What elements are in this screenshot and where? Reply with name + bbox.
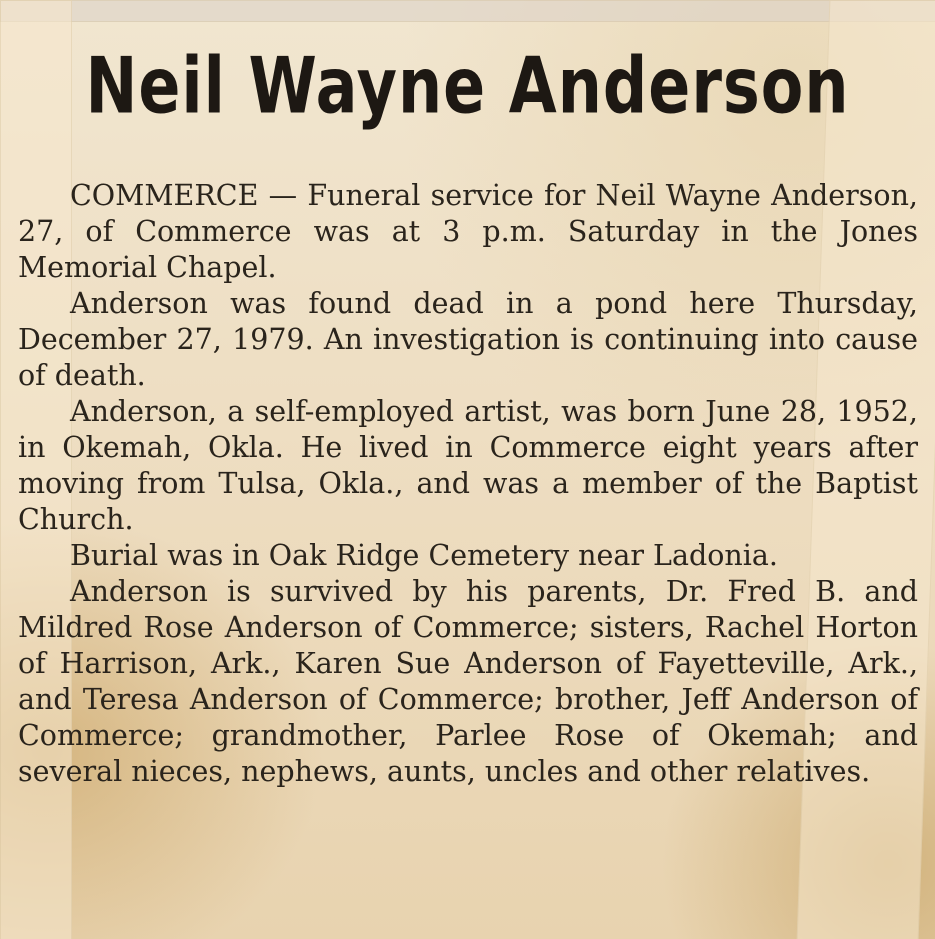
paragraph-funeral-service: COMMERCE — Funeral service for Neil Wayne Anderson, 27, of Commerce was at 3 p.m. Saturday in the Jones Memorial Chapel. <box>18 179 918 284</box>
tape-strip-top <box>0 0 935 22</box>
paragraph-burial: Burial was in Oak Ridge Cemetery near Ladonia. <box>70 539 778 572</box>
obituary-headline: Neil Wayne Anderson <box>85 40 850 132</box>
paragraph-survivors: Anderson is survived by his parents, Dr. Fred B. and Mildred Rose Anderson of Commerce; sisters, Rachel Horton of Harrison, Ark., Karen Sue Anderson of Fayetteville, Ark., and Teresa Anderson of Commerce; brother, Jeff Anderson of Commerce; grandmother, Parlee Rose of Okemah; and several nieces, nephews, aunts, uncles and other relatives. <box>18 575 918 788</box>
obituary-body <box>18 178 918 790</box>
paragraph-death: Anderson was found dead in a pond here Thursday, December 27, 1979. An investigation is continuing into cause of death. <box>18 287 918 392</box>
paragraph-biography: Anderson, a self-employed artist, was born June 28, 1952, in Okemah, Okla. He lived in Commerce eight years after moving from Tulsa, Okla., and was a member of the Baptist Church. <box>18 395 918 536</box>
